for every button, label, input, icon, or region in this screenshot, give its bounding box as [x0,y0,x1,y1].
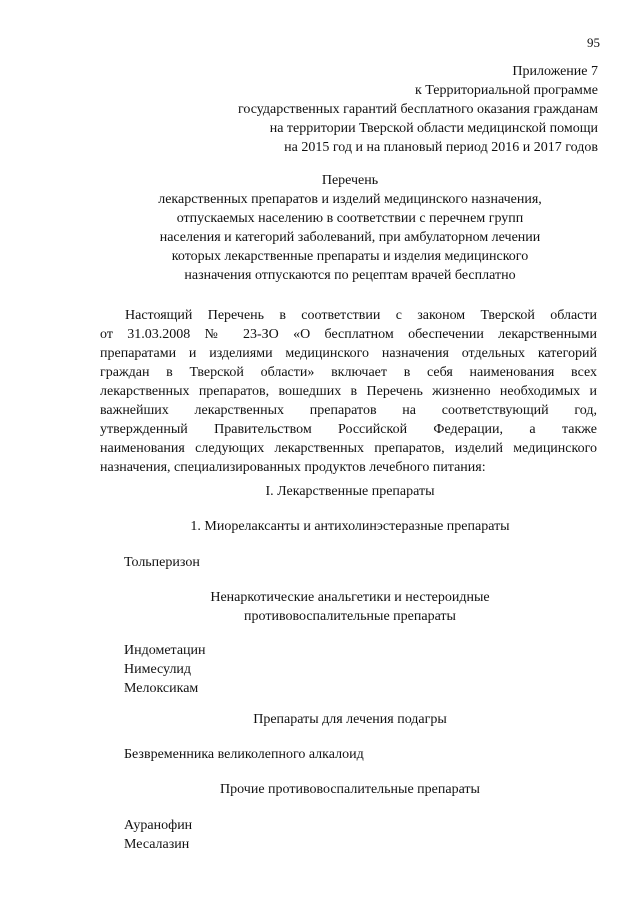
drug-list [124,816,192,854]
group-heading-line: противовоспалительные препараты [244,609,456,624]
document-title [100,171,600,285]
title-line: лекарственных препаратов и изделий медицинского назначения, [158,192,542,207]
drug-item: Мелоксикам [124,681,199,696]
appendix-line: государственных гарантий бесплатного оказания гражданам [237,102,598,117]
drug-list [124,641,206,698]
drug-list [124,745,364,764]
appendix-header [238,62,598,157]
intro-line: утвержденный Правительством Российской Федерации, а также [100,422,597,437]
section-title [100,482,600,501]
title-line: которых лекарственные препараты и изделия медицинского [171,249,529,264]
intro-line: от 31.03.2008 № 23-ЗО «О бесплатном обеспечении лекарственными [100,327,597,342]
drug-item: Тольперизон [124,555,200,570]
drug-item: Ауранофин [124,818,193,833]
intro-line: важнейших лекарственных препаратов на соответствующий год, [100,403,597,418]
drug-item: Безвременника великолепного алкалоид [124,747,364,762]
group-heading-line: 1. Миорелаксанты и антихолинэстеразные препараты [190,519,510,534]
drug-item: Нимесулид [124,662,192,677]
title-line: назначения отпускаются по рецептам врачей бесплатно [184,268,516,283]
title-line: населения и категорий заболеваний, при амбулаторном лечении [159,230,541,245]
intro-line: назначения, специализированных продуктов лечебного питания: [100,460,486,475]
group-heading-line: Прочие противовоспалительные препараты [220,782,480,797]
intro-line: наименования следующих лекарственных препаратов, изделий медицинского [100,441,597,456]
appendix-line: Приложение 7 [512,64,598,79]
appendix-line: на территории Тверской области медицинской помощи [269,121,598,136]
appendix-line: к Территориальной программе [414,83,598,98]
page-number: 95 [587,35,600,50]
group-heading [100,588,600,626]
drug-item: Месалазин [124,837,190,852]
group-heading-line: Ненаркотические анальгетики и нестероидные [210,590,490,605]
drug-item: Индометацин [124,643,206,658]
drug-list [124,553,200,572]
section-title-text: I. Лекарственные препараты [265,484,435,499]
group-heading-line: Препараты для лечения подагры [253,712,447,727]
appendix-line: на 2015 год и на плановый период 2016 и 2017 годов [284,140,598,155]
intro-line: лекарственных препаратов, вошедших в Перечень жизненно необходимых и [100,384,597,399]
title-line: Перечень [321,173,379,188]
group-heading [100,710,600,729]
intro-line: Настоящий Перечень в соответствии с законом Тверской области [125,308,597,323]
group-heading [100,780,600,799]
intro-paragraph [100,306,597,477]
group-heading [100,517,600,536]
intro-line: граждан в Тверской области» включает в себя наименования всех [100,365,597,380]
intro-line: препаратами и изделиями медицинского назначения отдельных категорий [100,346,597,361]
title-line: отпускаемых населению в соответствии с перечнем групп [176,211,524,226]
